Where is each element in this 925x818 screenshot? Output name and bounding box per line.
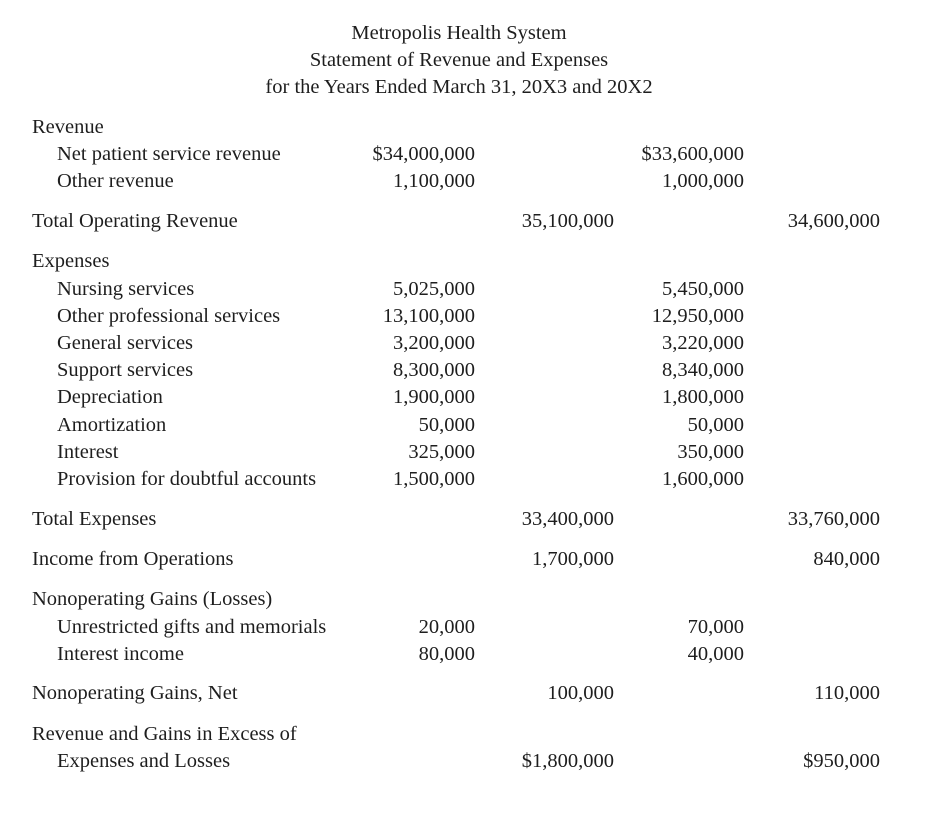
line-item-row xyxy=(0,143,925,169)
total-20x2: 33,760,000 xyxy=(787,508,880,530)
amount-20x3: 13,100,000 xyxy=(382,305,475,327)
line-item-label: Nursing services xyxy=(57,278,195,300)
line-item-row xyxy=(0,414,925,440)
total-row xyxy=(0,682,925,708)
total-label: Total Operating Revenue xyxy=(32,210,238,232)
revenue-heading-row xyxy=(0,116,925,142)
total-label: Revenue and Gains in Excess of xyxy=(32,723,297,745)
line-item-row xyxy=(0,468,925,494)
line-item-label: Net patient service revenue xyxy=(57,143,281,165)
statement-title: Statement of Revenue and Expenses xyxy=(309,49,609,71)
amount-20x2: 8,340,000 xyxy=(662,359,744,381)
section-heading: Revenue xyxy=(32,116,104,138)
line-item-row xyxy=(0,170,925,196)
amount-20x3: 3,200,000 xyxy=(393,332,475,354)
total-label: Total Expenses xyxy=(32,508,157,530)
line-item-row xyxy=(0,386,925,412)
total-20x2: 110,000 xyxy=(814,682,880,704)
line-item-label: Support services xyxy=(57,359,194,381)
total-label-continued: Expenses and Losses xyxy=(57,750,231,772)
line-item-row xyxy=(0,278,925,304)
total-row xyxy=(0,210,925,236)
line-item-label: Depreciation xyxy=(57,386,163,408)
amount-20x2: 350,000 xyxy=(677,441,744,463)
statement-period: for the Years Ended March 31, 20X3 and 20X2 xyxy=(265,76,653,98)
organization-title: Metropolis Health System xyxy=(351,22,567,44)
excess-label-row xyxy=(0,723,925,749)
amount-20x2: 1,600,000 xyxy=(662,468,744,490)
amount-20x3: 325,000 xyxy=(408,441,475,463)
amount-20x2: 70,000 xyxy=(687,616,744,638)
amount-20x3: 1,500,000 xyxy=(393,468,475,490)
amount-20x2: 50,000 xyxy=(687,414,744,436)
amount-20x2: 1,800,000 xyxy=(662,386,744,408)
amount-20x2: 1,000,000 xyxy=(662,170,744,192)
line-item-label: Interest xyxy=(57,441,119,463)
amount-20x3: 1,900,000 xyxy=(393,386,475,408)
total-label: Income from Operations xyxy=(32,548,234,570)
section-heading: Expenses xyxy=(32,250,110,272)
amount-20x3: $34,000,000 xyxy=(372,143,475,165)
amount-20x3: 50,000 xyxy=(418,414,475,436)
amount-20x2: $33,600,000 xyxy=(641,143,744,165)
line-item-row xyxy=(0,616,925,642)
total-20x2: 34,600,000 xyxy=(787,210,880,232)
line-item-row xyxy=(0,643,925,669)
total-20x3: 1,700,000 xyxy=(532,548,614,570)
line-item-label: Other professional services xyxy=(57,305,281,327)
line-item-label: Other revenue xyxy=(57,170,174,192)
excess-total-row xyxy=(0,750,925,776)
line-item-label: Interest income xyxy=(57,643,184,665)
total-20x2: $950,000 xyxy=(803,750,880,772)
line-item-label: Provision for doubtful accounts xyxy=(57,468,317,490)
line-item-row xyxy=(0,441,925,467)
total-20x3: $1,800,000 xyxy=(521,750,614,772)
amount-20x3: 1,100,000 xyxy=(393,170,475,192)
total-20x3: 35,100,000 xyxy=(521,210,614,232)
total-row xyxy=(0,508,925,534)
line-item-label: Unrestricted gifts and memorials xyxy=(57,616,327,638)
amount-20x2: 5,450,000 xyxy=(662,278,744,300)
total-20x2: 840,000 xyxy=(813,548,880,570)
total-label: Nonoperating Gains, Net xyxy=(32,682,238,704)
amount-20x3: 5,025,000 xyxy=(393,278,475,300)
expenses-heading-row xyxy=(0,250,925,276)
total-20x3: 100,000 xyxy=(547,682,614,704)
amount-20x3: 20,000 xyxy=(418,616,475,638)
income-row xyxy=(0,548,925,574)
amount-20x2: 12,950,000 xyxy=(651,305,744,327)
section-heading: Nonoperating Gains (Losses) xyxy=(32,588,273,610)
amount-20x2: 40,000 xyxy=(687,643,744,665)
line-item-row xyxy=(0,305,925,331)
line-item-row xyxy=(0,332,925,358)
amount-20x2: 3,220,000 xyxy=(662,332,744,354)
nonoperating-heading-row xyxy=(0,588,925,614)
amount-20x3: 8,300,000 xyxy=(393,359,475,381)
line-item-label: Amortization xyxy=(57,414,167,436)
amount-20x3: 80,000 xyxy=(418,643,475,665)
line-item-row xyxy=(0,359,925,385)
total-20x3: 33,400,000 xyxy=(521,508,614,530)
line-item-label: General services xyxy=(57,332,194,354)
